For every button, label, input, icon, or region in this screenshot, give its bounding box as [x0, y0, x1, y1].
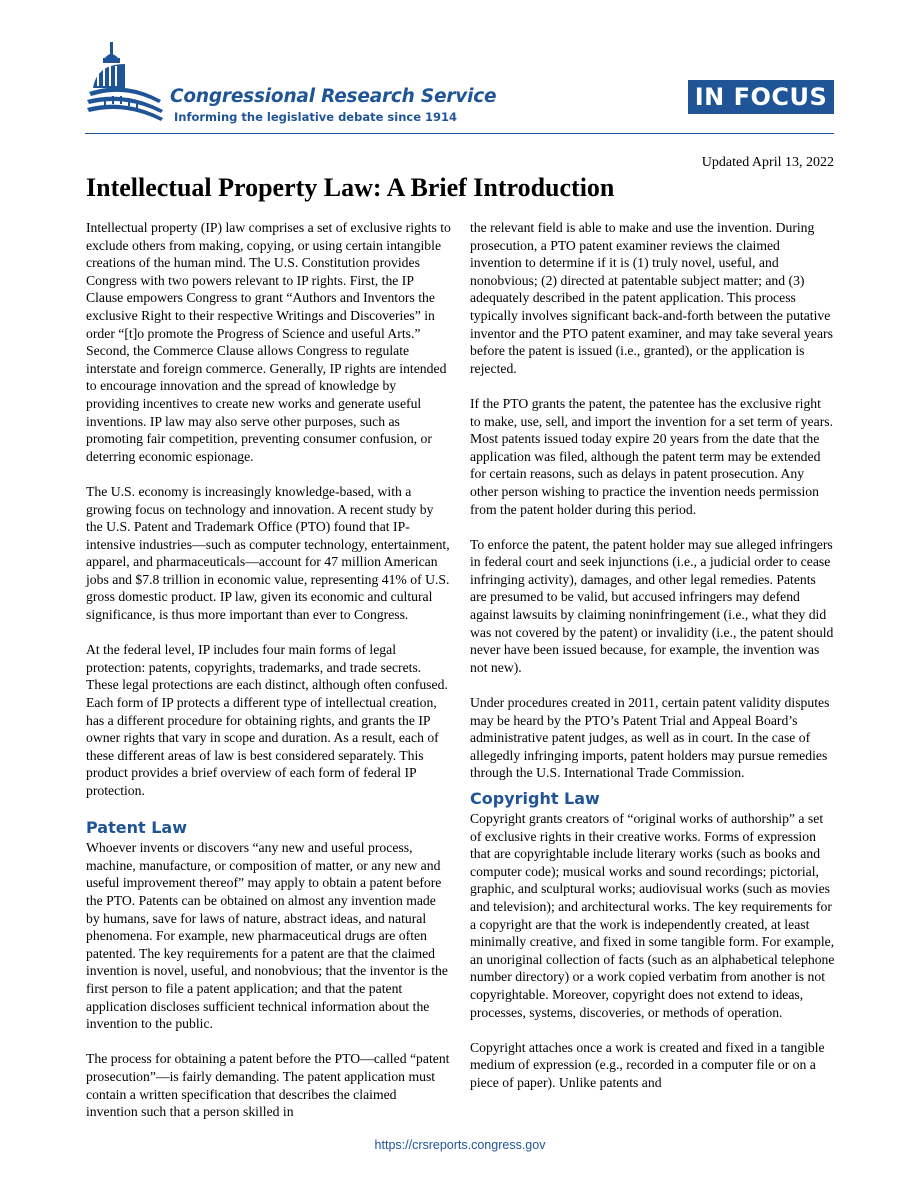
paragraph: the relevant field is able to make and use the invention. During prosecution, a PTO patent examiner reviews the claimed invention to determine if it is (1) truly novel, useful, and nonobvious; (2) directed at patentable subject matter; and (3) adequately described in the patent application. This process typically involves significant back-and-forth between the putative inventor and the PTO patent examiner, and may take several years before the patent is issued (i.e., granted), or the application is rejected.: [470, 220, 833, 376]
paragraph: To enforce the patent, the patent holder may sue alleged infringers in federal court and seek injunctions (i.e., a judicial order to cease infringing activity), damages, and other legal remedies. Patents are presumed to be valid, but accused infringers may defend against lawsuits by claiming noninfringement (i.e., what they did was not covered by the patent) or invalidity (i.e., the patent should never have been issued because, for example, the invention was not new).: [470, 536, 834, 675]
section-heading-patent-law: Patent Law: [86, 818, 187, 838]
org-tagline: Informing the legislative debate since 1914: [174, 110, 458, 124]
document-title: Intellectual Property Law: A Brief Introduction: [86, 173, 615, 202]
right-column: [470, 219, 835, 1092]
updated-date: Updated April 13, 2022: [701, 155, 834, 170]
left-column: [86, 219, 451, 1121]
footer-url-link[interactable]: https://crsreports.congress.gov: [374, 1138, 546, 1152]
in-focus-badge: IN FOCUS: [688, 80, 834, 114]
paragraph: If the PTO grants the patent, the patentee has the exclusive right to make, use, sell, and import the invention for a set term of years. Most patents issued today expire 20 years from the date that the application was filed, although the patent term may be extended for certain reasons, such as delays in patent prosecution. Any other person wishing to practice the invention needs permission from the patent holder during this period.: [470, 395, 833, 517]
paragraph: The process for obtaining a patent before the PTO—called “patent prosecution”—is fairly demanding. The patent application must contain a written specification that describes the claimed invention such that a person skilled in: [86, 1051, 450, 1120]
paragraph: Intellectual property (IP) law comprises a set of exclusive rights to exclude others from making, copying, or using certain intangible creations of the human mind. The U.S. Constitution provides Congress with two powers relevant to IP rights. First, the IP Clause empowers Congress to grant “Authors and Inventors the exclusive Right to their respective Writings and Discoveries” in order “[t]o promote the Progress of Science and useful Arts.” Second, the Commerce Clause allows Congress to regulate interstate and foreign commerce. Generally, IP rights are intended to encourage innovation and the spread of knowledge by providing incentives to create new works and generate useful inventions. IP law may also serve other purposes, such as promoting fair competition, preventing consumer confusion, or deterring economic espionage.: [86, 220, 451, 464]
paragraph: At the federal level, IP includes four main forms of legal protection: patents, copyrights, trademarks, and trade secrets. These legal protections are each distinct, although often confused. Each form of IP protects a different type of intellectual creation, has a different procedure for obtaining rights, and grants the IP owner rights that vary in scope and duration. As a result, each of these different areas of law is best considered separately. This product provides a brief overview of each form of federal IP protection.: [86, 642, 448, 798]
paragraph: Copyright grants creators of “original works of authorship” a set of exclusive rights in their creative works. Forms of expression that are copyrightable include literary works (such as books and computer code); musical works and sound recordings; pictorial, graphic, and sculptural works; audiovisual works (such as movies and television); and architectural works. The key requirements for a copyright are that the work is independently created, at least minimally creative, and fixed in some tangible form. For example, an unoriginal collection of facts (such as an alphabetical telephone number directory) or a work copied verbatim from another is not copyrightable. Moreover, copyright does not extend to ideas, processes, systems, discoveries, or methods of operation.: [470, 811, 835, 1020]
paragraph: The U.S. economy is increasingly knowledge-based, with a growing focus on technology and innovation. A recent study by the U.S. Patent and Trademark Office (PTO) found that IP-intensive industries—such as computer technology, entertainment, apparel, and pharmaceuticals—account for 47 million American jobs and $7.8 trillion in economic value, representing 41% of U.S. gross domestic product. IP law, given its economic and cultural significance, is thus more important than ever to Congress.: [86, 483, 450, 623]
section-heading-copyright-law: Copyright Law: [470, 789, 600, 808]
paragraph: Whoever invents or discovers “any new and useful process, machine, manufacture, or composition of matter, or any new and useful improvement thereof” may apply to obtain a patent before the PTO. Patents can be obtained on almost any invention made by humans, save for laws of nature, abstract ideas, and natural phenomena. For example, new pharmaceutical drugs are often patented. The key requirements for a patent are that the claimed invention is novel, useful, and nonobvious; that the inventor is the first person to file a patent application; and that the patent application discloses sufficient technical information about the invention to the public.: [86, 840, 448, 1032]
capitol-dome-logo: [85, 40, 165, 130]
org-name: Congressional Research Service: [170, 86, 497, 107]
header-rule: [85, 133, 834, 134]
paragraph: Under procedures created in 2011, certain patent validity disputes may be heard by the PTO’s Patent Trial and Appeal Board’s administrative patent judges, as well as in court. In the case of allegedly infringing imports, patent holders may pursue remedies through the U.S. International Trade Commission.: [470, 695, 830, 781]
paragraph: Copyright attaches once a work is created and fixed in a tangible medium of expression (e.g., recorded in a computer file or on a piece of paper). Unlike patents and: [470, 1039, 825, 1090]
